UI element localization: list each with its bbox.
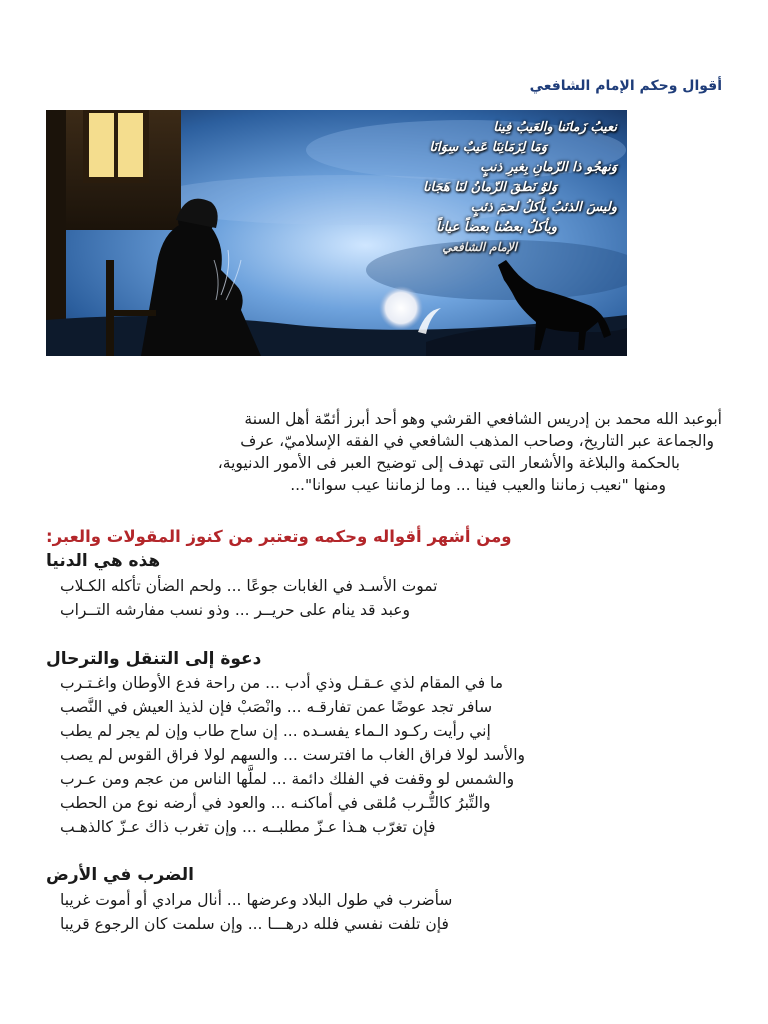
verse-line: فإن تغرّب هـذا عـزّ مطلبــه ... وإن تغرب ذاك عـزّ كالذهـب — [60, 818, 436, 836]
poem-line: نعيبُ زَمانَنا والعَيبُ فِينا — [493, 120, 617, 135]
verse-line: والأسد لولا فراق الغاب ما افترست ... والسهم لولا فراق القوس لم يصب — [60, 746, 525, 764]
page-title: أقوال وحكم الإمام الشافعي — [529, 78, 722, 94]
intro-line: والجماعة عبر التاريخ، وصاحب المذهب الشافعي في الفقه الإسلاميّ، عرف — [240, 432, 714, 450]
section-heading: هذه هي الدنيا — [46, 551, 161, 571]
verse-block — [60, 671, 680, 839]
intro-paragraph — [46, 408, 722, 496]
poem-line: وليسَ الذئبُ يأكلُ لحمَ ذئبٍ — [470, 200, 617, 215]
verse-line: ما في المقام لذي عـقـل وذي أدب ... من راحة فدع الأوطان واغـتـرب — [60, 674, 504, 692]
verse-block — [60, 574, 560, 622]
verse-line: تموت الأسـد في الغابات جوعًا ... ولحم الضأن تأكله الكـلاب — [60, 577, 438, 595]
section-heading: الضرب في الأرض — [46, 865, 194, 885]
cover-illustration — [46, 110, 627, 356]
intro-line: أبوعبد الله محمد بن إدريس الشافعي القرشي وهو أحد أبرز أئمّة أهل السنة — [244, 410, 722, 428]
verse-block — [60, 888, 580, 936]
poem-overlay — [287, 118, 617, 254]
intro-line: ومنها "نعيب زماننا والعيب فينا ... وما لزماننا عيب سوانا"... — [290, 476, 666, 494]
sayings-heading: ومن أشهر أقواله وحكمه وتعتبر من كنوز المقولات والعبر: — [46, 527, 512, 546]
verse-line: وعبد قد ينام على حريــر ... وذو نسب مفارشه التــراب — [60, 601, 411, 619]
poem-line: وَلوْ نَطقَ الزّمانُ لنَا هَجَانا — [422, 180, 557, 195]
intro-line: بالحكمة والبلاغة والأشعار التى تهدف إلى توضيح العبر فى الأمور الدنيوية، — [217, 454, 680, 472]
poem-line: وَمَا لِزَمَانِنَا عَيبٌ سِوَانَا — [429, 140, 547, 155]
verse-line: إني رأيت ركـود الـماء يفسـده ... إن ساح طاب وإن لم يجر لم يطب — [60, 722, 491, 740]
verse-line: فإن تلفت نفسي فلله درهـــا ... وإن سلمت كان الرجوع قريبا — [60, 915, 449, 933]
poem-line: ويأكلُ بعضُنا بعضاً عياناً — [436, 220, 557, 235]
verse-line: والتِّبرُ كالتُّـرب مُلقى في أماكنـه ... والعود في أرضه نوع من الحطب — [60, 794, 491, 812]
poem-line: وَنهجُو ذا الزّمانِ بِغيرِ ذنبٍ — [480, 160, 617, 175]
verse-line: سأضرب في طول البلاد وعرضها ... أنال مرادي أو أموت غريبا — [60, 891, 453, 909]
poem-signature: الإمام الشافعي — [442, 240, 517, 254]
verse-line: سافر تجد عوضًا عمن تفارقـه ... وانْصَبْ فإن لذيذ العيش في النَّصب — [60, 698, 493, 716]
verse-line: والشمس لو وقفت في الفلك دائمة ... لملَّها الناس من عجم ومن عـرب — [60, 770, 515, 788]
section-heading: دعوة إلى التنقل والترحال — [46, 649, 262, 669]
